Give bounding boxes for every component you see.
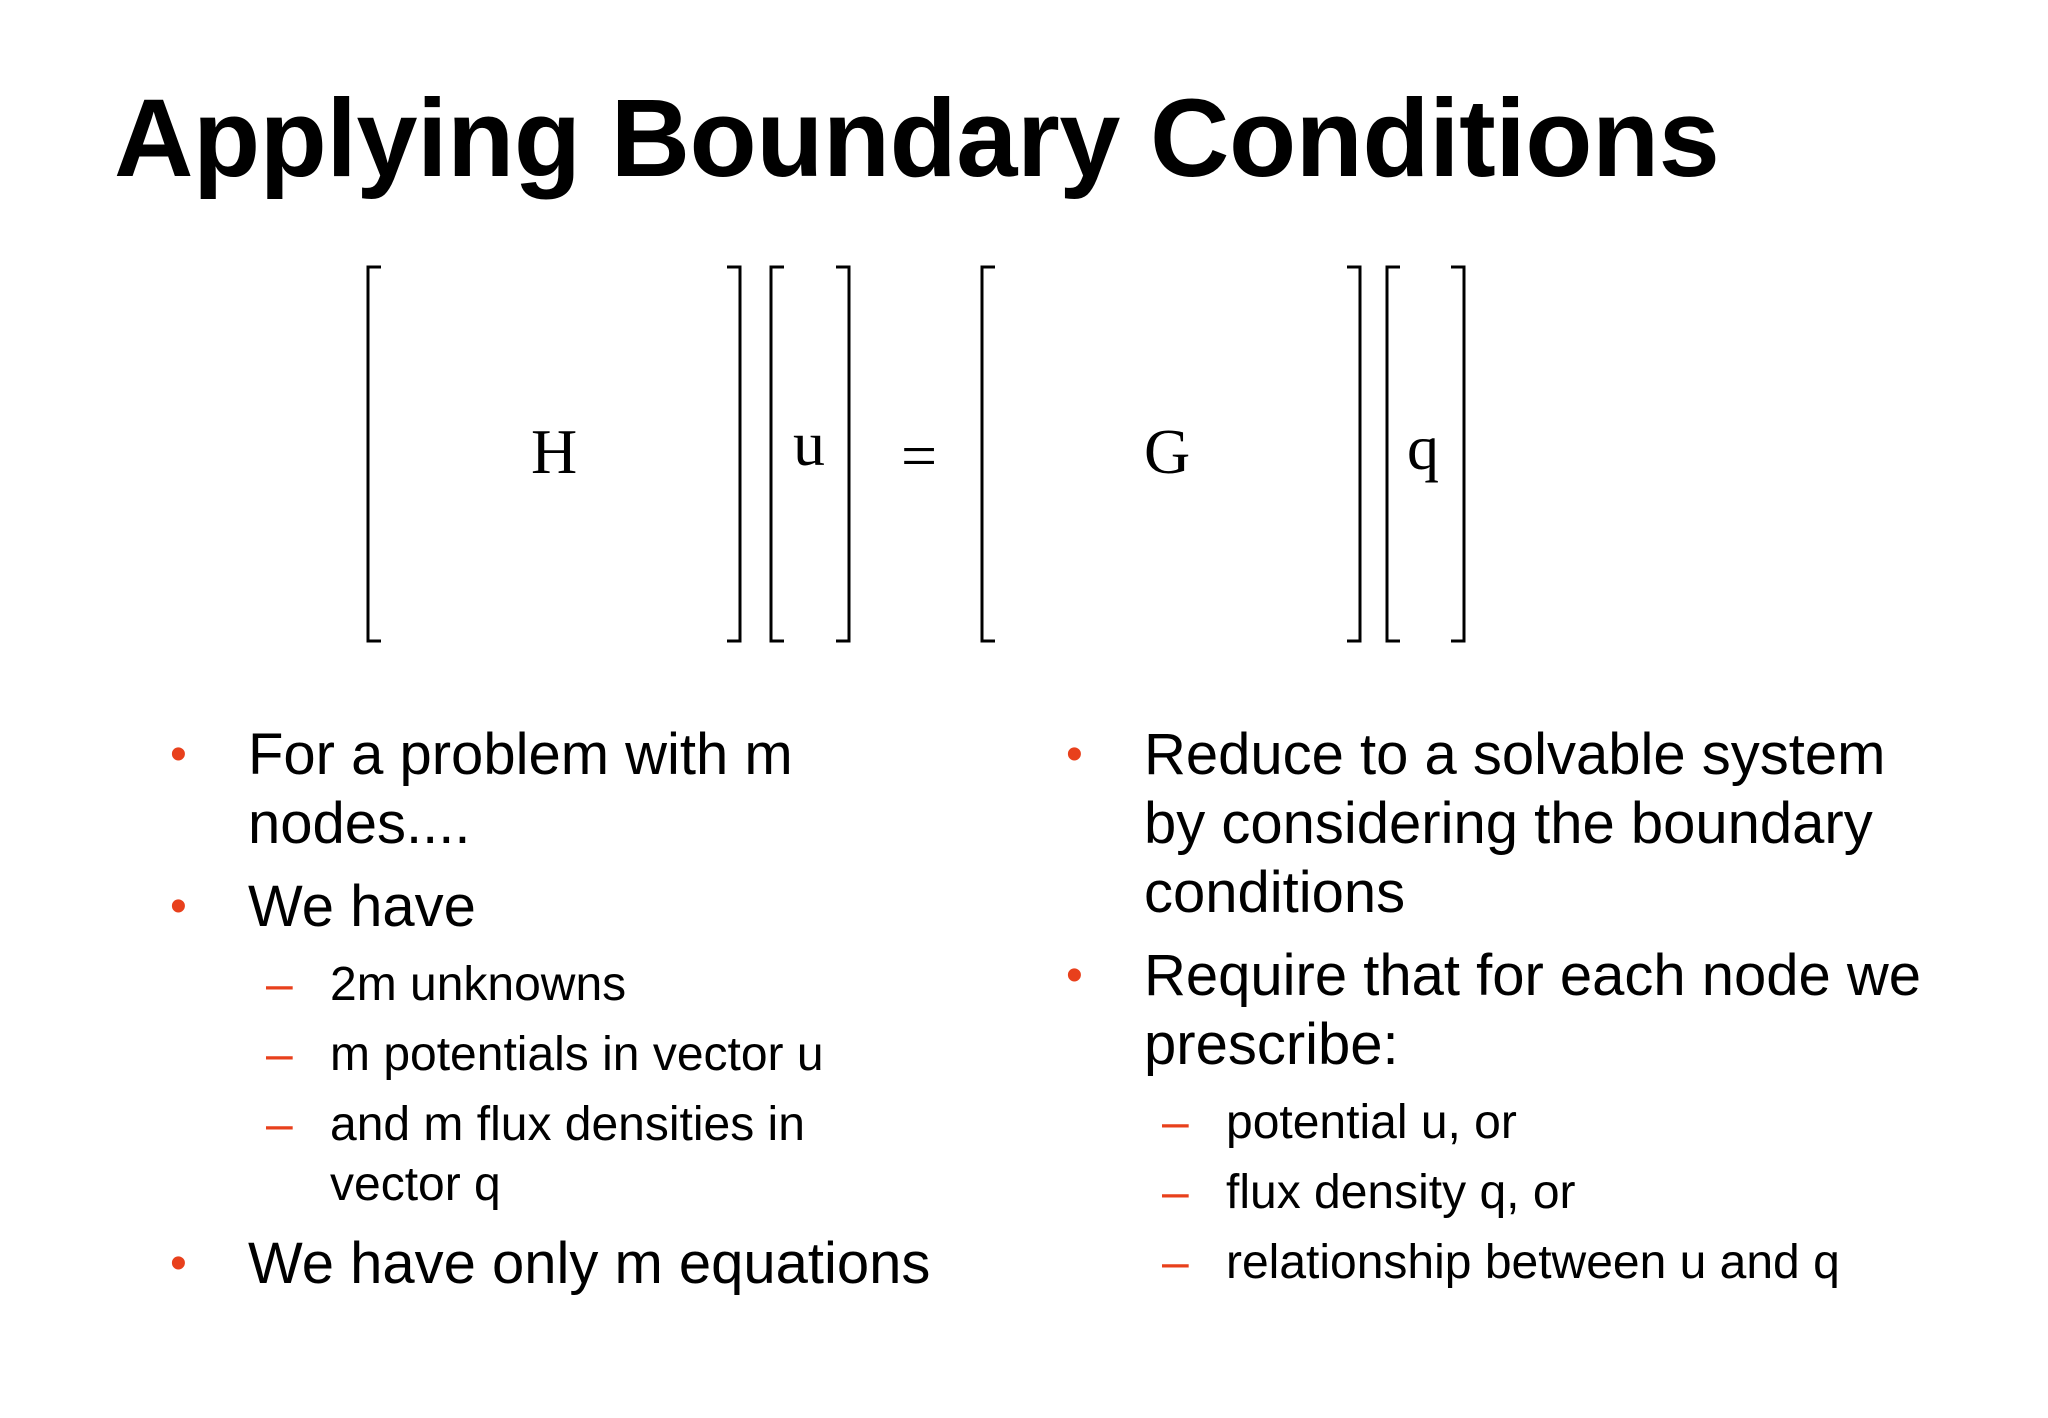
g-matrix-right-bracket (1347, 267, 1360, 641)
dash-marker: – (266, 1098, 293, 1151)
g-matrix-left-bracket (982, 267, 995, 641)
sub-item-text: and m flux densities in vector q (330, 1098, 805, 1211)
list-item (170, 872, 1050, 941)
sub-item-text: relationship between u and q (1226, 1236, 1840, 1289)
dash-marker: – (1162, 1236, 1189, 1289)
vector-u-symbol: u (793, 408, 825, 479)
bullet-marker: • (170, 880, 187, 933)
bullet-text: For a problem with m nodes.... (248, 722, 793, 856)
sub-list-item (1066, 1233, 1966, 1293)
left-bullet-list (170, 720, 1050, 1312)
u-vector-left-bracket (771, 267, 784, 641)
sub-list-item (1066, 1163, 1966, 1223)
h-matrix-left-bracket (368, 267, 381, 641)
vector-q-symbol: q (1407, 412, 1439, 483)
matrix-brackets (0, 0, 2048, 700)
sub-item-text: potential u, or (1226, 1096, 1517, 1149)
sub-list-item (1066, 1093, 1966, 1153)
sub-list (170, 955, 1050, 1215)
list-item (170, 720, 1050, 858)
h-matrix-right-bracket (727, 267, 740, 641)
bullet-text: Reduce to a solvable system by considering the boundary conditions (1144, 722, 1886, 925)
matrix-equation (0, 0, 2048, 700)
q-vector-left-bracket (1387, 267, 1400, 641)
list-item (1066, 941, 1966, 1079)
sub-list-item (170, 1025, 1050, 1085)
sub-list (1066, 1093, 1966, 1293)
u-vector-right-bracket (836, 267, 849, 641)
bullet-text: We have (248, 874, 476, 939)
sub-list-item (170, 955, 1050, 1015)
slide-title: Applying Boundary Conditions (114, 77, 1720, 200)
dash-marker: – (266, 1028, 293, 1081)
sub-item-text: 2m unknowns (330, 958, 627, 1011)
sub-item-text: flux density q, or (1226, 1166, 1576, 1219)
bullet-marker: • (170, 728, 187, 781)
sub-list-item (170, 1095, 1050, 1215)
dash-marker: – (1162, 1096, 1189, 1149)
q-vector-right-bracket (1451, 267, 1464, 641)
list-item (170, 1229, 1050, 1298)
bullet-text: Require that for each node we prescribe: (1144, 943, 1922, 1077)
matrix-g-symbol: G (1144, 416, 1191, 487)
dash-marker: – (1162, 1166, 1189, 1219)
sub-item-text: m potentials in vector u (330, 1028, 824, 1081)
equals-symbol: = (901, 420, 938, 491)
bullet-text: We have only m equations (248, 1231, 931, 1296)
matrix-h-symbol: H (531, 416, 578, 487)
list-item (1066, 720, 1966, 927)
dash-marker: – (266, 958, 293, 1011)
right-bullet-list (1066, 720, 1966, 1307)
bullet-marker: • (1066, 949, 1083, 1002)
bullet-marker: • (1066, 728, 1083, 781)
bullet-marker: • (170, 1237, 187, 1290)
